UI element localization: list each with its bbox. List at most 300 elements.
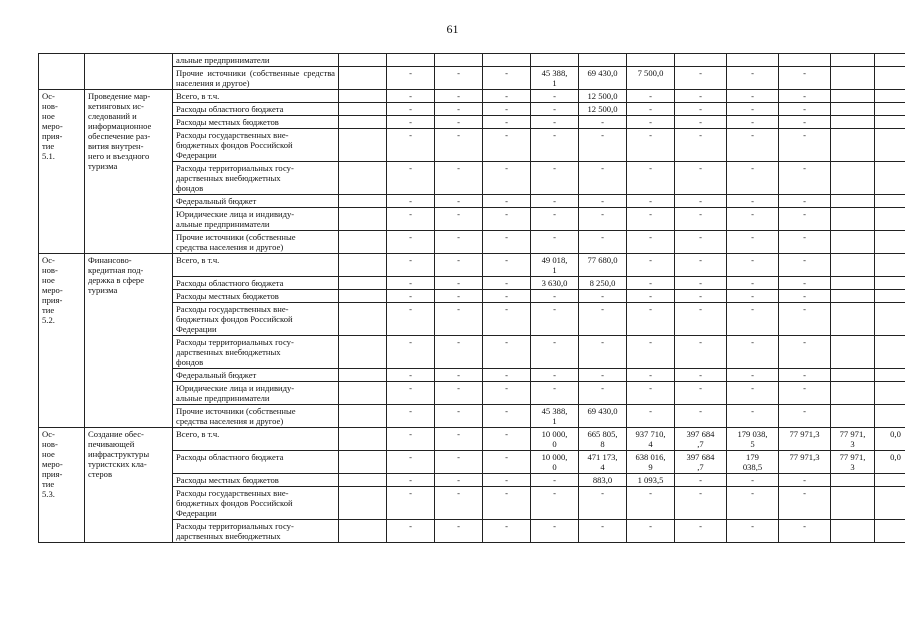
value-cell	[675, 54, 727, 67]
event-title-cell: Создание обес- печивающей инфраструктуры туристских кла- стеров	[85, 428, 173, 543]
value-cell: -	[435, 162, 483, 195]
value-cell: -	[483, 369, 531, 382]
value-cell: -	[435, 67, 483, 90]
value-cell: -	[387, 162, 435, 195]
table-row	[39, 428, 905, 451]
value-cell	[875, 90, 905, 103]
table-row	[39, 90, 905, 103]
value-cell: -	[779, 487, 831, 520]
value-cell: -	[779, 303, 831, 336]
empty-cell	[339, 303, 387, 336]
value-cell: -	[579, 520, 627, 543]
funding-source-cell: Юридические лица и индивиду- альные предприниматели	[173, 382, 339, 405]
value-cell: -	[727, 487, 779, 520]
value-cell: 397 684 ,7	[675, 451, 727, 474]
funding-source-cell: Расходы государственных вне- бюджетных фондов Российской Федерации	[173, 303, 339, 336]
event-title-cell: Финансово- кредитная под- держка в сфере туризма	[85, 254, 173, 428]
empty-cell	[339, 474, 387, 487]
value-cell	[875, 103, 905, 116]
value-cell	[831, 54, 875, 67]
value-cell: -	[579, 290, 627, 303]
value-cell	[831, 208, 875, 231]
value-cell: -	[435, 90, 483, 103]
value-cell	[875, 520, 905, 543]
value-cell	[727, 54, 779, 67]
value-cell: -	[435, 103, 483, 116]
value-cell: -	[387, 451, 435, 474]
value-cell: -	[675, 290, 727, 303]
value-cell: -	[435, 405, 483, 428]
value-cell: -	[627, 303, 675, 336]
value-cell: -	[579, 208, 627, 231]
value-cell: -	[675, 336, 727, 369]
value-cell: -	[779, 474, 831, 487]
empty-cell	[339, 428, 387, 451]
value-cell: -	[531, 520, 579, 543]
value-cell: -	[779, 129, 831, 162]
value-cell: -	[387, 103, 435, 116]
value-cell: -	[435, 208, 483, 231]
value-cell	[831, 90, 875, 103]
value-cell: -	[435, 231, 483, 254]
value-cell	[627, 54, 675, 67]
value-cell: -	[483, 195, 531, 208]
value-cell: -	[675, 303, 727, 336]
value-cell: 12 500,0	[579, 103, 627, 116]
value-cell	[875, 290, 905, 303]
value-cell: -	[483, 231, 531, 254]
value-cell: -	[483, 116, 531, 129]
value-cell	[831, 487, 875, 520]
value-cell: -	[727, 195, 779, 208]
value-cell: -	[675, 254, 727, 277]
value-cell	[875, 405, 905, 428]
value-cell: -	[483, 382, 531, 405]
value-cell: -	[435, 428, 483, 451]
value-cell: -	[675, 231, 727, 254]
value-cell: -	[483, 487, 531, 520]
value-cell: -	[387, 405, 435, 428]
value-cell: -	[483, 162, 531, 195]
value-cell: -	[627, 336, 675, 369]
value-cell: -	[627, 195, 675, 208]
value-cell: -	[483, 474, 531, 487]
value-cell: -	[727, 231, 779, 254]
funding-source-cell: Прочие источники (собственные средства населения и другое)	[173, 231, 339, 254]
empty-cell	[339, 336, 387, 369]
value-cell: -	[675, 405, 727, 428]
value-cell: -	[387, 303, 435, 336]
value-cell: -	[627, 290, 675, 303]
value-cell: -	[627, 369, 675, 382]
value-cell: -	[435, 129, 483, 162]
value-cell: -	[727, 303, 779, 336]
value-cell	[831, 195, 875, 208]
funding-source-cell: Расходы территориальных госу- дарственных внебюджетных фондов	[173, 162, 339, 195]
value-cell: -	[727, 103, 779, 116]
value-cell: 937 710, 4	[627, 428, 675, 451]
empty-cell	[339, 208, 387, 231]
empty-cell	[339, 103, 387, 116]
funding-source-cell: Прочие источники (собственные средства населения и другое)	[173, 405, 339, 428]
funding-source-cell: Расходы областного бюджета	[173, 451, 339, 474]
funding-source-cell: Всего, в т.ч.	[173, 428, 339, 451]
value-cell	[875, 277, 905, 290]
value-cell: -	[387, 277, 435, 290]
funding-source-cell: Расходы местных бюджетов	[173, 474, 339, 487]
value-cell: -	[483, 90, 531, 103]
empty-cell	[339, 451, 387, 474]
value-cell: -	[779, 195, 831, 208]
value-cell	[875, 303, 905, 336]
value-cell	[579, 54, 627, 67]
funding-source-cell: Расходы государственных вне- бюджетных фондов Российской Федерации	[173, 487, 339, 520]
value-cell: -	[727, 405, 779, 428]
value-cell: -	[483, 451, 531, 474]
value-cell: -	[387, 231, 435, 254]
value-cell: -	[435, 382, 483, 405]
value-cell: -	[579, 487, 627, 520]
value-cell: 0,0	[875, 428, 905, 451]
value-cell	[831, 162, 875, 195]
empty-cell	[339, 382, 387, 405]
value-cell: -	[727, 382, 779, 405]
value-cell: -	[435, 520, 483, 543]
value-cell	[831, 303, 875, 336]
empty-cell	[339, 116, 387, 129]
value-cell: -	[779, 290, 831, 303]
value-cell	[831, 277, 875, 290]
value-cell: -	[627, 487, 675, 520]
value-cell: -	[779, 277, 831, 290]
value-cell: 49 018, 1	[531, 254, 579, 277]
value-cell: -	[531, 474, 579, 487]
value-cell: -	[779, 254, 831, 277]
empty-cell	[339, 90, 387, 103]
value-cell: -	[675, 487, 727, 520]
value-cell: -	[435, 195, 483, 208]
value-cell: 12 500,0	[579, 90, 627, 103]
value-cell: 638 016, 9	[627, 451, 675, 474]
value-cell: -	[435, 254, 483, 277]
value-cell: 883,0	[579, 474, 627, 487]
table-row	[39, 54, 905, 67]
funding-source-cell: Расходы местных бюджетов	[173, 116, 339, 129]
value-cell: -	[483, 520, 531, 543]
value-cell: -	[531, 162, 579, 195]
value-cell: -	[531, 116, 579, 129]
value-cell: -	[531, 487, 579, 520]
value-cell: -	[727, 290, 779, 303]
value-cell: -	[627, 208, 675, 231]
event-number-cell: Ос- нов- ное меро- прия- тие 5.1.	[39, 90, 85, 254]
value-cell: -	[727, 520, 779, 543]
value-cell: -	[675, 277, 727, 290]
value-cell: -	[531, 90, 579, 103]
value-cell: -	[531, 129, 579, 162]
value-cell: -	[779, 67, 831, 90]
value-cell: -	[627, 116, 675, 129]
funding-source-cell: Расходы территориальных госу- дарственных внебюджетных фондов	[173, 336, 339, 369]
value-cell: -	[387, 129, 435, 162]
funding-source-cell: Федеральный бюджет	[173, 195, 339, 208]
value-cell: -	[531, 103, 579, 116]
value-cell: -	[675, 520, 727, 543]
table-row	[39, 254, 905, 277]
value-cell: 397 684 ,7	[675, 428, 727, 451]
empty-cell	[339, 290, 387, 303]
funding-source-cell: Всего, в т.ч.	[173, 90, 339, 103]
value-cell: -	[435, 487, 483, 520]
value-cell: -	[483, 336, 531, 369]
value-cell: -	[387, 208, 435, 231]
funding-source-cell: альные предприниматели	[173, 54, 339, 67]
value-cell	[483, 54, 531, 67]
value-cell: -	[627, 520, 675, 543]
funding-source-cell: Расходы государственных вне- бюджетных фондов Российской Федерации	[173, 129, 339, 162]
funding-source-cell: Всего, в т.ч.	[173, 254, 339, 277]
value-cell: -	[483, 129, 531, 162]
value-cell: -	[579, 303, 627, 336]
value-cell	[875, 474, 905, 487]
value-cell	[779, 54, 831, 67]
value-cell	[831, 474, 875, 487]
value-cell	[875, 54, 905, 67]
value-cell: -	[779, 162, 831, 195]
value-cell: 69 430,0	[579, 405, 627, 428]
value-cell: -	[675, 382, 727, 405]
event-title-cell: Проведение мар- кетинговых ис- следований и информационное обеспечение раз- вития внутрен- него и въездного туризма	[85, 90, 173, 254]
value-cell	[875, 382, 905, 405]
value-cell	[875, 67, 905, 90]
empty-cell	[339, 487, 387, 520]
value-cell: -	[675, 129, 727, 162]
value-cell: -	[387, 520, 435, 543]
funding-source-cell: Расходы областного бюджета	[173, 277, 339, 290]
value-cell: -	[531, 231, 579, 254]
value-cell	[875, 487, 905, 520]
value-cell	[531, 54, 579, 67]
value-cell	[831, 520, 875, 543]
value-cell: -	[627, 231, 675, 254]
value-cell: -	[675, 90, 727, 103]
empty-cell	[339, 520, 387, 543]
value-cell: -	[387, 195, 435, 208]
value-cell: -	[675, 162, 727, 195]
value-cell	[875, 336, 905, 369]
budget-table	[38, 53, 905, 543]
value-cell: -	[387, 67, 435, 90]
value-cell	[387, 54, 435, 67]
value-cell: 1 093,5	[627, 474, 675, 487]
value-cell: 77 971,3	[779, 428, 831, 451]
value-cell: -	[531, 303, 579, 336]
value-cell: -	[727, 208, 779, 231]
value-cell	[831, 116, 875, 129]
empty-cell	[339, 231, 387, 254]
funding-source-cell: Расходы областного бюджета	[173, 103, 339, 116]
value-cell: 45 388, 1	[531, 67, 579, 90]
value-cell: -	[483, 303, 531, 336]
value-cell: -	[675, 474, 727, 487]
value-cell: -	[531, 382, 579, 405]
empty-cell	[339, 254, 387, 277]
value-cell: -	[727, 474, 779, 487]
value-cell: 77 971,3	[779, 451, 831, 474]
value-cell: 45 388, 1	[531, 405, 579, 428]
value-cell: 8 250,0	[579, 277, 627, 290]
value-cell: 10 000, 0	[531, 428, 579, 451]
value-cell: -	[387, 382, 435, 405]
value-cell: -	[387, 428, 435, 451]
event-number-cell: Ос- нов- ное меро- прия- тие 5.3.	[39, 428, 85, 543]
value-cell: 179 038, 5	[727, 428, 779, 451]
value-cell: 665 805, 8	[579, 428, 627, 451]
value-cell	[831, 254, 875, 277]
page-number: 61	[446, 22, 459, 36]
value-cell: -	[435, 290, 483, 303]
value-cell: -	[483, 277, 531, 290]
event-title-cell	[85, 54, 173, 90]
funding-source-cell: Прочие источники (собственные средства населения и другое)	[173, 67, 339, 90]
value-cell: -	[627, 382, 675, 405]
value-cell: -	[627, 405, 675, 428]
value-cell: 179 038,5	[727, 451, 779, 474]
value-cell: -	[531, 195, 579, 208]
value-cell: -	[387, 116, 435, 129]
empty-cell	[339, 369, 387, 382]
value-cell: -	[727, 254, 779, 277]
value-cell	[831, 103, 875, 116]
empty-cell	[339, 405, 387, 428]
value-cell	[831, 129, 875, 162]
value-cell: -	[483, 254, 531, 277]
value-cell	[875, 195, 905, 208]
value-cell: 3 630,0	[531, 277, 579, 290]
value-cell: -	[727, 129, 779, 162]
value-cell: -	[727, 162, 779, 195]
value-cell: -	[779, 90, 831, 103]
value-cell: -	[675, 116, 727, 129]
value-cell: -	[387, 90, 435, 103]
value-cell: -	[483, 290, 531, 303]
value-cell: -	[435, 474, 483, 487]
value-cell: -	[727, 116, 779, 129]
empty-cell	[339, 195, 387, 208]
value-cell: -	[579, 336, 627, 369]
value-cell: -	[435, 303, 483, 336]
value-cell: -	[727, 90, 779, 103]
value-cell: -	[779, 116, 831, 129]
value-cell: -	[435, 451, 483, 474]
value-cell: -	[435, 336, 483, 369]
value-cell: -	[779, 520, 831, 543]
value-cell: 10 000, 0	[531, 451, 579, 474]
value-cell: -	[387, 254, 435, 277]
value-cell: -	[779, 369, 831, 382]
value-cell: -	[483, 103, 531, 116]
value-cell: -	[675, 67, 727, 90]
value-cell	[875, 129, 905, 162]
empty-cell	[339, 129, 387, 162]
value-cell	[831, 382, 875, 405]
value-cell: -	[387, 369, 435, 382]
funding-source-cell: Федеральный бюджет	[173, 369, 339, 382]
empty-cell	[339, 54, 387, 67]
value-cell	[875, 116, 905, 129]
value-cell: -	[727, 277, 779, 290]
value-cell: -	[579, 116, 627, 129]
value-cell: -	[387, 474, 435, 487]
value-cell: -	[435, 369, 483, 382]
value-cell: -	[627, 103, 675, 116]
value-cell: -	[675, 195, 727, 208]
value-cell: -	[779, 231, 831, 254]
value-cell: 0,0	[875, 451, 905, 474]
value-cell: -	[675, 208, 727, 231]
event-number-cell	[39, 54, 85, 90]
value-cell: -	[483, 67, 531, 90]
empty-cell	[339, 67, 387, 90]
empty-cell	[339, 277, 387, 290]
value-cell	[831, 369, 875, 382]
value-cell: -	[531, 369, 579, 382]
value-cell: -	[727, 67, 779, 90]
value-cell: -	[779, 405, 831, 428]
funding-source-cell: Юридические лица и индивиду- альные предприниматели	[173, 208, 339, 231]
value-cell	[435, 54, 483, 67]
value-cell: 7 500,0	[627, 67, 675, 90]
value-cell: -	[483, 428, 531, 451]
value-cell: -	[579, 129, 627, 162]
value-cell: -	[627, 277, 675, 290]
value-cell	[875, 369, 905, 382]
value-cell: -	[483, 405, 531, 428]
value-cell: -	[579, 231, 627, 254]
value-cell: -	[387, 290, 435, 303]
funding-source-cell: Расходы местных бюджетов	[173, 290, 339, 303]
value-cell: -	[675, 103, 727, 116]
value-cell: -	[579, 162, 627, 195]
value-cell: -	[531, 290, 579, 303]
value-cell: -	[627, 162, 675, 195]
value-cell: 69 430,0	[579, 67, 627, 90]
value-cell: 77 971, 3	[831, 451, 875, 474]
value-cell: -	[627, 254, 675, 277]
value-cell	[831, 67, 875, 90]
value-cell: -	[727, 336, 779, 369]
value-cell: 77 971, 3	[831, 428, 875, 451]
value-cell: -	[727, 369, 779, 382]
value-cell	[831, 336, 875, 369]
value-cell: -	[779, 382, 831, 405]
value-cell: -	[435, 277, 483, 290]
event-number-cell: Ос- нов- ное меро- прия- тие 5.2.	[39, 254, 85, 428]
value-cell: -	[531, 336, 579, 369]
value-cell: 77 680,0	[579, 254, 627, 277]
funding-source-cell: Расходы территориальных госу- дарственных внебюджетных	[173, 520, 339, 543]
value-cell	[831, 290, 875, 303]
value-cell: -	[579, 382, 627, 405]
value-cell: 471 173, 4	[579, 451, 627, 474]
empty-cell	[339, 162, 387, 195]
value-cell: -	[675, 369, 727, 382]
value-cell: -	[627, 90, 675, 103]
value-cell	[875, 162, 905, 195]
value-cell: -	[387, 336, 435, 369]
value-cell	[875, 208, 905, 231]
value-cell: -	[387, 487, 435, 520]
